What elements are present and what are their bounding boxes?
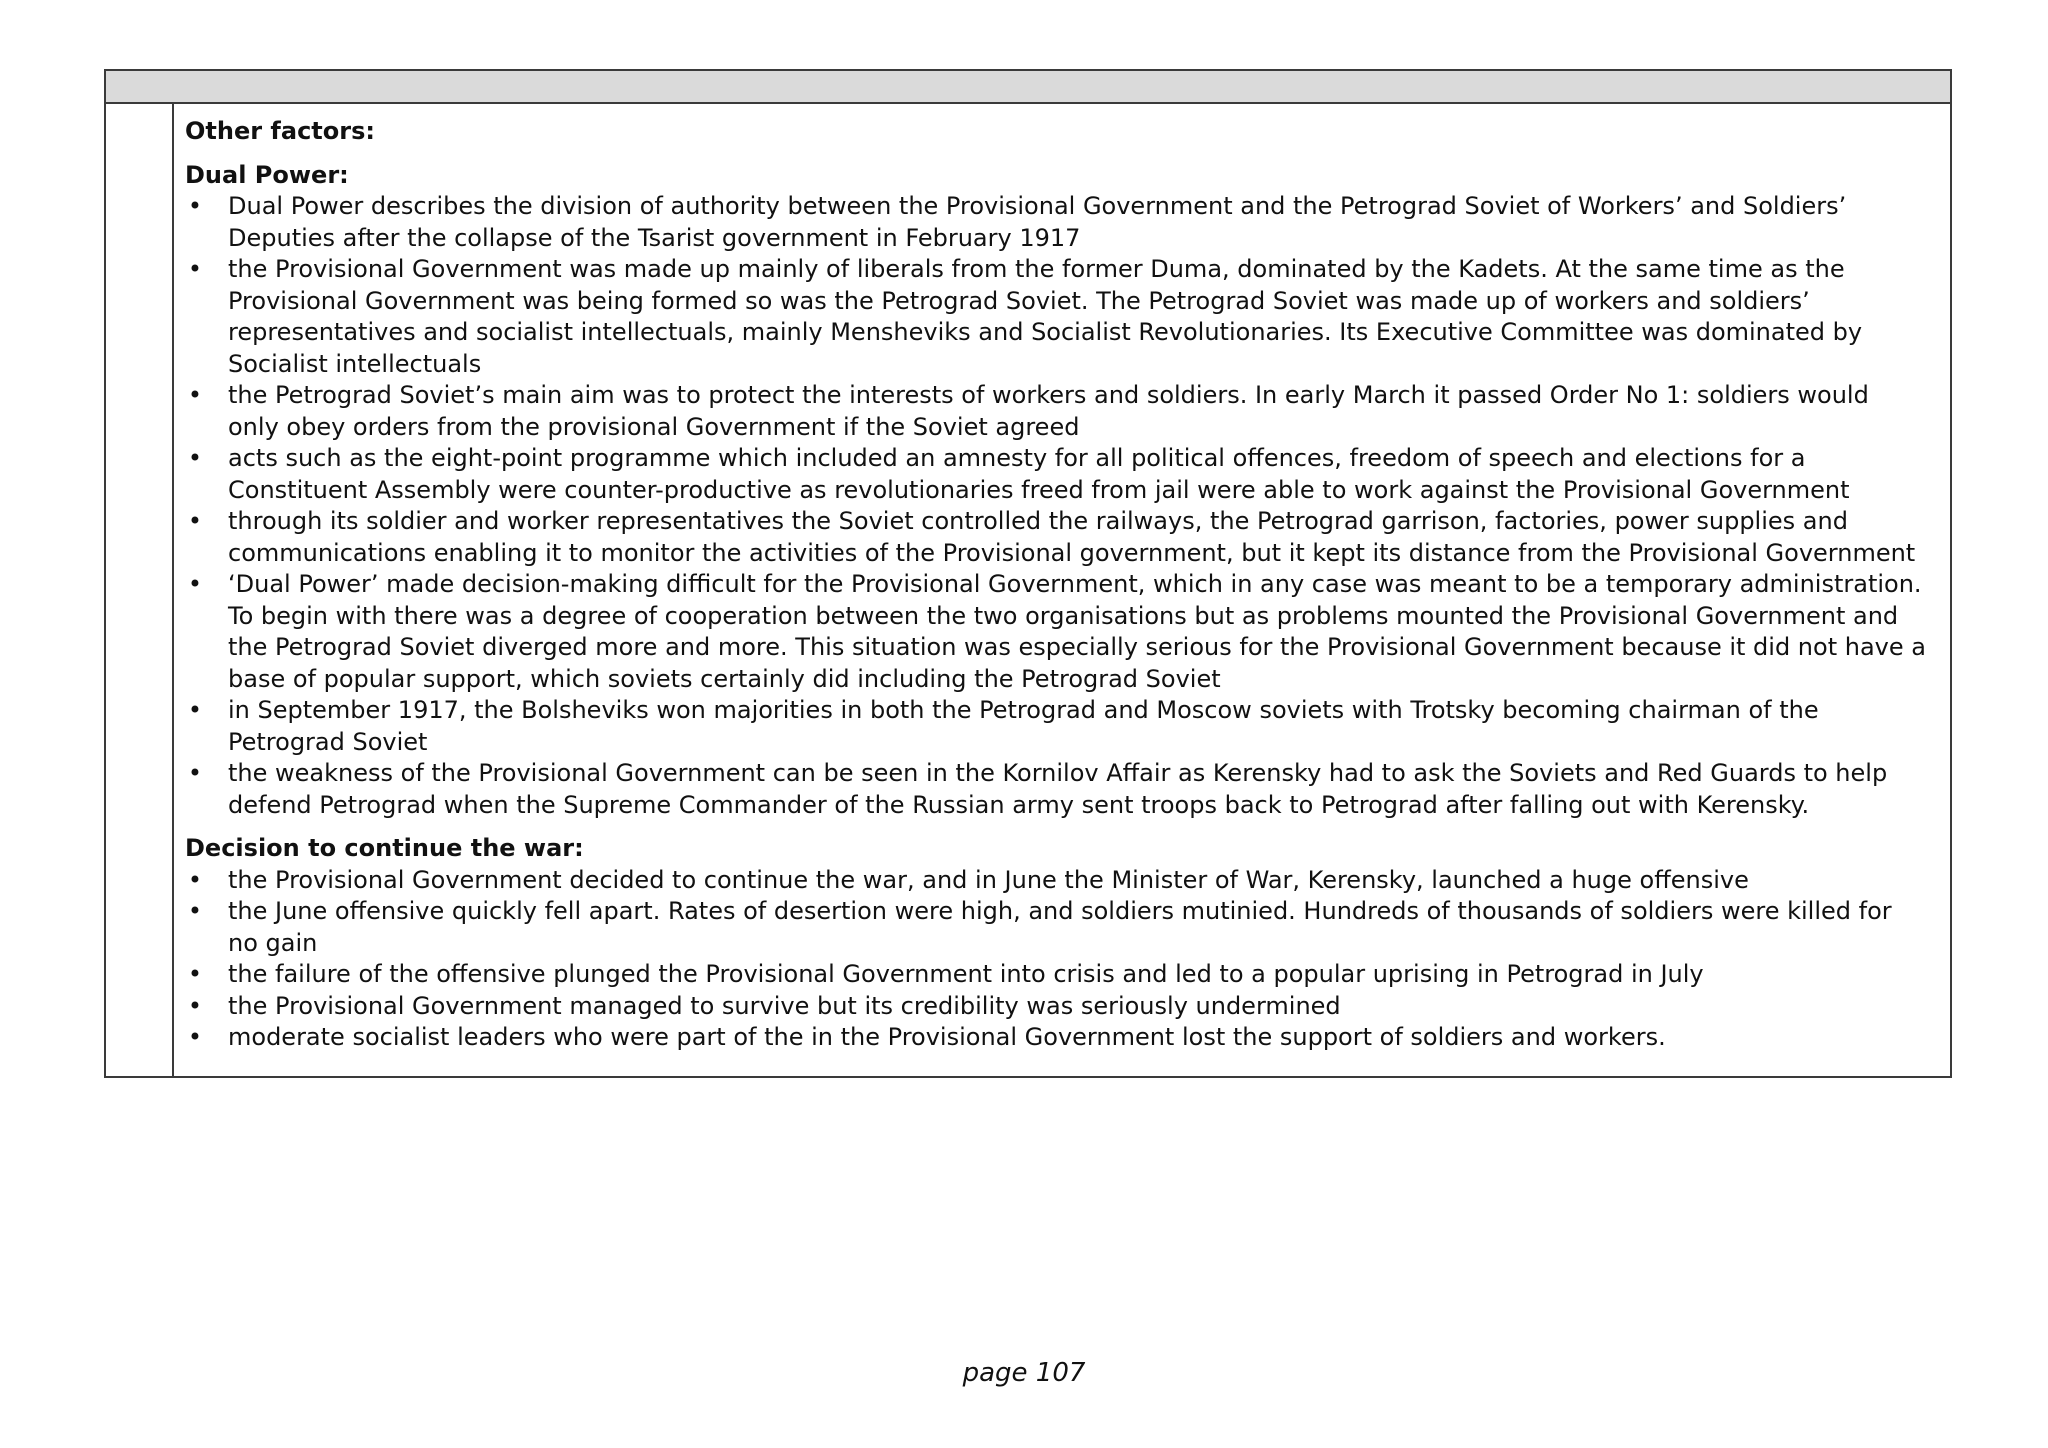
list-item <box>185 380 1926 443</box>
bullet-icon: • <box>187 507 203 535</box>
list-item <box>185 506 1926 569</box>
list-item-text: acts such as the eight-point programme which included an amnesty for all political offences, freedom of speech and elections for a Constituent Assembly were counter-productive as revolutionaries freed from jail were able to work against the Provisional Government <box>228 444 1850 504</box>
bullet-icon: • <box>187 1023 203 1051</box>
bullet-icon: • <box>187 960 203 988</box>
list-item-text: in September 1917, the Bolsheviks won majorities in both the Petrograd and Moscow soviets with Trotsky becoming chairman of the Petrograd Soviet <box>228 696 1819 756</box>
table-body-row <box>106 104 1950 1076</box>
bullet-icon: • <box>187 381 203 409</box>
dual-power-list <box>185 191 1926 821</box>
list-item-text: the failure of the offensive plunged the Provisional Government into crisis and led to a popular uprising in Petrograd in July <box>228 960 1704 988</box>
war-heading: Decision to continue the war: <box>185 834 584 862</box>
list-item-text: the weakness of the Provisional Government can be seen in the Kornilov Affair as Kerensky had to ask the Soviets and Red Guards to help defend Petrograd when the Supreme Commander of the Russian army sent troops back to Petrograd after falling out with Kerensky. <box>228 759 1888 819</box>
list-item <box>185 758 1926 821</box>
list-item-text: the Provisional Government decided to continue the war, and in June the Minister of War, Kerensky, launched a huge offensive <box>228 865 1749 894</box>
list-item <box>185 254 1926 380</box>
war-list <box>185 865 1926 1054</box>
list-item <box>185 991 1926 1023</box>
list-item-text: the Provisional Government was made up mainly of liberals from the former Duma, dominated by the Kadets. At the same time as the Provisional Government was being formed so was the Petrograd Soviet. The Petrograd Soviet was made up of workers and soldiers’ representatives and socialist intellectuals, mainly Mensheviks and Socialist Revolutionaries. Its Executive Committee was dominated by Socialist intellectuals <box>228 255 1863 378</box>
bullet-icon: • <box>187 570 203 598</box>
list-item-text: the June offensive quickly fell apart. Rates of desertion were high, and soldiers mutinied. Hundreds of thousands of soldiers were killed for no gain <box>228 897 1892 957</box>
content-cell <box>174 104 1950 1076</box>
bullet-icon: • <box>187 444 203 472</box>
list-item-text: through its soldier and worker representatives the Soviet controlled the railways, the Petrograd garrison, factories, power supplies and communications enabling it to monitor the activities of the Provisional government, but it kept its distance from the Provisional Government <box>228 507 1916 567</box>
bullet-icon: • <box>187 192 203 220</box>
bullet-icon: • <box>187 696 203 724</box>
list-item <box>185 191 1926 254</box>
list-item <box>185 865 1926 897</box>
marking-table <box>104 69 1952 1078</box>
list-item <box>185 896 1926 959</box>
bullet-icon: • <box>187 865 203 894</box>
bullet-icon: • <box>187 759 203 787</box>
list-item <box>185 569 1926 695</box>
list-item-text: ‘Dual Power’ made decision-making difficult for the Provisional Government, which in any case was meant to be a temporary administration. To begin with there was a degree of cooperation between the two organisations but as problems mounted the Provisional Government and the Petrograd Soviet diverged more and more. This situation was especially serious for the Provisional Government because it did not have a base of popular support, which soviets certainly did including the Petrograd Soviet <box>228 570 1926 693</box>
list-item <box>185 443 1926 506</box>
list-item-text: moderate socialist leaders who were part of the in the Provisional Government lost the support of soldiers and workers. <box>228 1023 1666 1051</box>
list-item <box>185 959 1926 991</box>
list-item <box>185 695 1926 758</box>
page-number: page 107 <box>962 1358 1086 1388</box>
list-item-text: the Petrograd Soviet’s main aim was to protect the interests of workers and soldiers. In early March it passed Order No 1: soldiers would only obey orders from the provisional Government if the Soviet agreed <box>228 381 1869 441</box>
bullet-icon: • <box>187 255 203 283</box>
list-item-text: Dual Power describes the division of authority between the Provisional Government and the Petrograd Soviet of Workers’ and Soldiers’ Deputies after the collapse of the Tsarist government in February 1917 <box>228 192 1847 252</box>
list-item-text: the Provisional Government managed to survive but its credibility was seriously undermined <box>228 991 1341 1020</box>
dual-power-heading: Dual Power: <box>185 160 349 189</box>
left-margin-cell <box>106 104 174 1076</box>
bullet-icon: • <box>187 991 203 1020</box>
table-header-row <box>106 71 1950 104</box>
list-item <box>185 1022 1926 1054</box>
bullet-icon: • <box>187 897 203 925</box>
other-factors-heading: Other factors: <box>185 117 375 145</box>
